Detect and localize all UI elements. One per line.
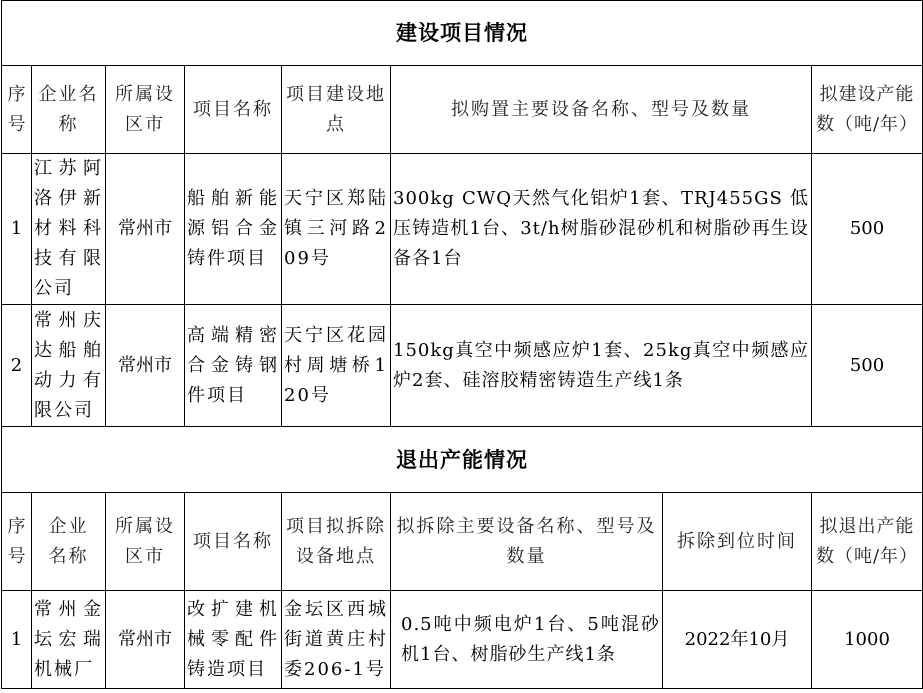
row-capacity: 500 xyxy=(812,305,923,427)
row-district: 常州市 xyxy=(106,591,185,689)
row-company: 常州金坛宏瑞机械厂 xyxy=(32,591,106,689)
row-project: 改扩建机械零配件铸造项目 xyxy=(185,591,282,689)
row-project: 高端精密合金铸钢件项目 xyxy=(185,305,282,427)
row-company: 常州庆达船舶动力有限公司 xyxy=(32,305,106,427)
row-district: 常州市 xyxy=(106,305,185,427)
row-equipment: 150kg真空中频感应炉1套、25kg真空中频感应炉2套、硅溶胶精密铸造生产线1条 xyxy=(391,305,812,427)
construction-section-title: 建设项目情况 xyxy=(2,1,923,66)
row-seq: 2 xyxy=(2,305,32,427)
header-location: 项目建设地点 xyxy=(282,66,391,154)
header-removal-time: 拆除到位时间 xyxy=(663,493,812,591)
header-district: 所属设区市 xyxy=(106,66,185,154)
row-capacity: 1000 xyxy=(812,591,923,689)
row-seq: 1 xyxy=(2,591,32,689)
header-district: 所属设区市 xyxy=(106,493,185,591)
row-location: 金坛区西城街道黄庄村委206-1号 xyxy=(282,591,391,689)
header-seq: 序号 xyxy=(2,493,32,591)
row-equipment: 0.5吨中频电炉1台、5吨混砂机1台、树脂砂生产线1条 xyxy=(391,591,663,689)
row-location: 天宁区花园村周塘桥120号 xyxy=(282,305,391,427)
row-removal-time: 2022年10月 xyxy=(663,591,812,689)
header-equipment: 拟拆除主要设备名称、型号及数量 xyxy=(391,493,663,591)
table-row xyxy=(2,305,923,427)
header-project: 项目名称 xyxy=(185,493,282,591)
header-company: 企业名称 xyxy=(32,493,106,591)
row-district: 常州市 xyxy=(106,154,185,305)
row-equipment: 300kg CWQ天然气化铝炉1套、TRJ455GS 低压铸造机1台、3t/h树脂砂混砂机和树脂砂再生设备各1台 xyxy=(391,154,812,305)
table-row xyxy=(2,591,923,689)
row-company: 江苏阿洛伊新材料科技有限公司 xyxy=(32,154,106,305)
header-capacity: 拟退出产能数（吨/年） xyxy=(812,493,923,591)
capacity-replacement-table xyxy=(1,0,923,689)
header-seq: 序号 xyxy=(2,66,32,154)
header-capacity: 拟建设产能数（吨/年） xyxy=(812,66,923,154)
header-equipment: 拟购置主要设备名称、型号及数量 xyxy=(391,66,812,154)
table-row xyxy=(2,154,923,305)
row-project: 船舶新能源铝合金铸件项目 xyxy=(185,154,282,305)
withdrawal-section-title: 退出产能情况 xyxy=(2,427,923,493)
header-company: 企业名称 xyxy=(32,66,106,154)
row-seq: 1 xyxy=(2,154,32,305)
row-capacity: 500 xyxy=(812,154,923,305)
row-location: 天宁区郑陆镇三河路209号 xyxy=(282,154,391,305)
header-location: 项目拟拆除设备地点 xyxy=(282,493,391,591)
header-project: 项目名称 xyxy=(185,66,282,154)
